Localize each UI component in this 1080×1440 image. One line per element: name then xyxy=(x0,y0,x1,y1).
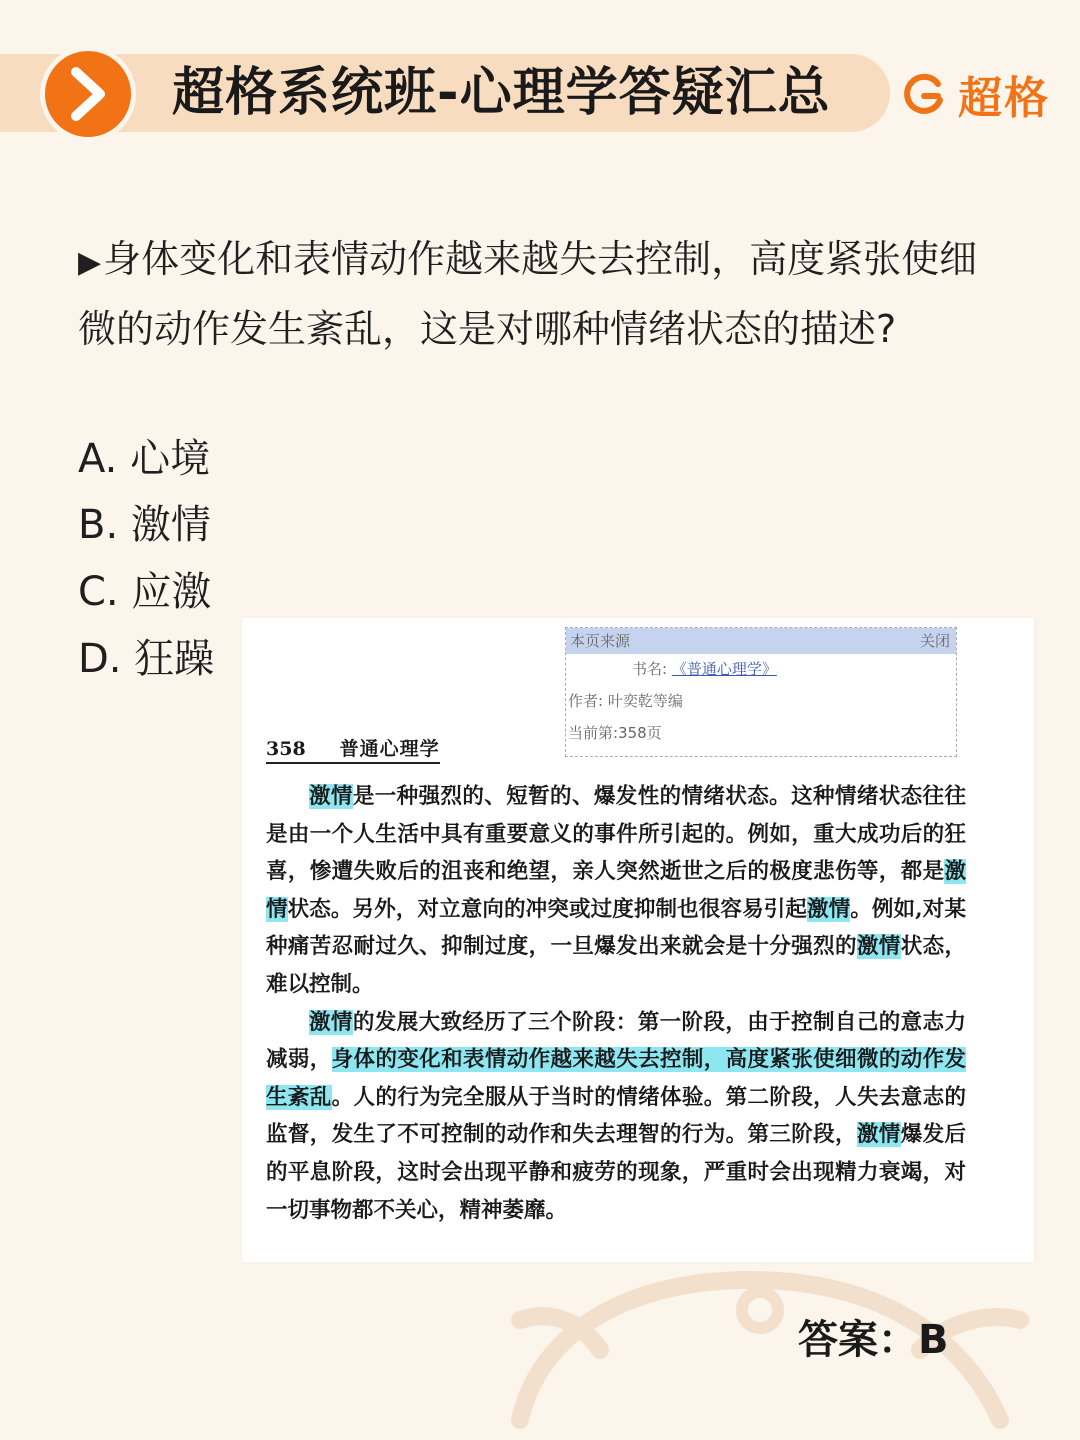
text-span: 的发展大致经历了三个阶段：第一阶段，由于控制自己的意志力减弱， xyxy=(266,1009,966,1073)
textbook-paragraph-2 xyxy=(266,1004,966,1230)
option-b[interactable]: B. 激情 xyxy=(78,502,211,548)
highlight: 激情 xyxy=(856,934,901,960)
source-popup xyxy=(565,627,957,757)
textbook-page-header xyxy=(266,734,440,764)
source-popup-close-button[interactable]: 关闭 xyxy=(919,632,950,650)
brand-logo-icon xyxy=(902,72,946,116)
option-a[interactable]: A. 心境 xyxy=(78,436,211,482)
question-body: 身体变化和表情动作越来越失去控制，高度紧张使细微的动作发生紊乱，这是对哪种情绪状态的描述? xyxy=(78,237,978,351)
option-d[interactable]: D. 狂躁 xyxy=(78,636,215,682)
highlight: 激情 xyxy=(309,784,353,809)
question-marker: ▶ xyxy=(78,245,102,280)
source-book xyxy=(632,658,777,679)
question-text xyxy=(78,226,1008,362)
source-page: 当前第:358页 xyxy=(568,724,662,742)
page-title: 超格系统班-心理学答疑汇总 xyxy=(172,63,831,123)
answer-text: 答案：B xyxy=(798,1317,949,1363)
brand-name: 超格 xyxy=(958,73,1050,124)
text-span: 状态，难以控制。 xyxy=(266,934,966,997)
chevron-right-icon xyxy=(40,46,136,142)
brand-logo xyxy=(902,62,1050,126)
mascot-watermark-icon xyxy=(480,1220,1040,1440)
text-span: 爆发后的平息阶段，这时会出现平静和疲劳的现象，严重时会出现精力衰竭，对一切事物都不关心，精神萎靡。 xyxy=(266,1122,966,1223)
text-span: 是一种强烈的、短暂的、爆发性的情绪状态。这种情绪状态往往是由一个人生活中具有重要意义的事件所引起的。例如，重大成功后的狂喜，惨遭失败后的沮丧和绝望，亲人突然逝世之后的极度悲伤等，都是 xyxy=(266,784,966,885)
highlight: 身体的变化和表情动作越来越失去控制，高度紧张使细微的动作发生紊乱 xyxy=(266,1047,966,1110)
source-book-label: 书名: xyxy=(632,660,668,678)
source-popup-header xyxy=(566,628,956,654)
highlight: 激情 xyxy=(266,859,966,922)
source-popup-heading: 本页来源 xyxy=(570,632,631,650)
highlight: 激情 xyxy=(806,896,851,922)
textbook-paragraph-1 xyxy=(266,778,966,1004)
textbook-page-title: 普通心理学 xyxy=(339,738,440,760)
textbook-scan xyxy=(242,618,1034,1262)
source-author: 作者: 叶奕乾等编 xyxy=(568,692,683,710)
textbook-page-number: 358 xyxy=(266,738,306,760)
highlight: 激情 xyxy=(309,1009,353,1035)
text-span: 。例如,对某种痛苦忍耐过久、抑制过度，一旦爆发出来就会是十分强烈的 xyxy=(266,896,966,960)
text-span: 状态。另外，对立意向的冲突或过度抑制也很容易引起 xyxy=(287,896,807,922)
text-span: 。人的行为完全服从于当时的情绪体验。第二阶段，人失去意志的监督，发生了不可控制的动作和失去理智的行为。第三阶段， xyxy=(266,1084,966,1148)
option-c[interactable]: C. 应激 xyxy=(78,569,212,615)
textbook-body xyxy=(266,778,966,1229)
source-book-link[interactable]: 《普通心理学》 xyxy=(671,660,777,678)
highlight: 激情 xyxy=(856,1122,901,1148)
